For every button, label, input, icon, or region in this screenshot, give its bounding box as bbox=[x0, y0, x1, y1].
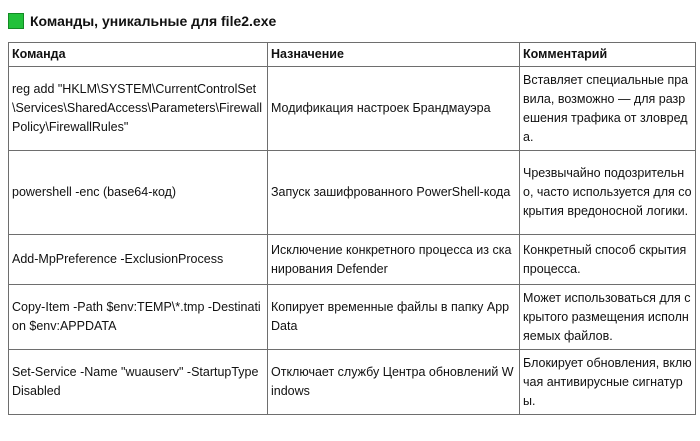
header-purpose: Назначение bbox=[268, 43, 520, 67]
cell-purpose: Копирует временные файлы в папку AppData bbox=[268, 285, 520, 350]
table-row bbox=[9, 151, 696, 235]
cell-purpose: Отключает службу Центра обновлений Windows bbox=[268, 350, 520, 415]
cell-purpose: Исключение конкретного процесса из сканирования Defender bbox=[268, 235, 520, 285]
cell-purpose: Запуск зашифрованного PowerShell-кода bbox=[268, 151, 520, 235]
cell-command: Copy-Item -Path $env:TEMP\*.tmp -Destination $env:APPDATA bbox=[9, 285, 268, 350]
table-row bbox=[9, 285, 696, 350]
cell-command: reg add "HKLM\SYSTEM\CurrentControlSet\Services\SharedAccess\Parameters\FirewallPolicy\FirewallRules" bbox=[9, 67, 268, 151]
section-title: Команды, уникальные для file2.exe bbox=[30, 13, 277, 29]
cell-purpose: Модификация настроек Брандмауэра bbox=[268, 67, 520, 151]
cell-comment: Может использоваться для скрытого размещения исполняемых файлов. bbox=[520, 285, 696, 350]
table-row bbox=[9, 67, 696, 151]
cell-comment: Конкретный способ скрытия процесса. bbox=[520, 235, 696, 285]
cell-comment: Вставляет специальные правила, возможно — для разрешения трафика от зловреда. bbox=[520, 67, 696, 151]
cell-command: Add-MpPreference -ExclusionProcess bbox=[9, 235, 268, 285]
cell-command: powershell -enc (base64-код) bbox=[9, 151, 268, 235]
table-row bbox=[9, 235, 696, 285]
table-row bbox=[9, 350, 696, 415]
section-heading bbox=[8, 12, 276, 30]
green-square-icon bbox=[8, 13, 24, 29]
header-comment: Комментарий bbox=[520, 43, 696, 67]
cell-command: Set-Service -Name "wuauserv" -StartupType Disabled bbox=[9, 350, 268, 415]
commands-table bbox=[8, 42, 696, 415]
cell-comment: Блокирует обновления, включая антивирусные сигнатуры. bbox=[520, 350, 696, 415]
table-header-row bbox=[9, 43, 696, 67]
header-command: Команда bbox=[9, 43, 268, 67]
cell-comment: Чрезвычайно подозрительно, часто используется для сокрытия вредоносной логики. bbox=[520, 151, 696, 235]
